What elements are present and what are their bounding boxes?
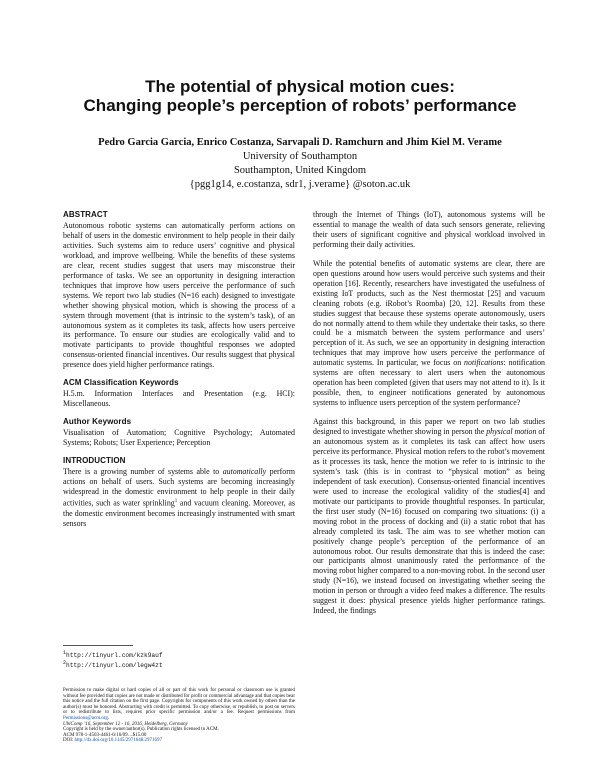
footnote-rule <box>63 645 133 646</box>
abstract-text: Autonomous robotic systems can automatically perform actions on behalf of users in the domestic environment to help people in their daily activities. Such systems aim to reduce users’ cognitive and physical workload, and improve wellbeing. While the benefits of these systems are clear, recent studies suggest that users may misconstrue their performance of tasks. We see an opportunity in designing interaction techniques that improve how users perceive the performance of such systems. We report two lab studies (N=16 each) designed to investigate whether showing physical motion, which is showing the process of a system through movement (that is intrinsic to the system’s task), of an autonomous system as it completes its task, affects how users perceive its performance. To ensure our studies are ecologically valid and to motivate participants to provide thoughtful responses we adopted consensus-oriented financial incentives. Our results suggest that physical presence does yield higher performance ratings. <box>63 221 295 370</box>
keywords-text: Visualisation of Automation; Cognitive Psychology; Automated Systems; Robots; User Experience; Perception <box>63 428 295 448</box>
introduction-heading: INTRODUCTION <box>63 456 126 466</box>
footnote-2[interactable]: $^2$http://tinyurl.com/legw4zt <box>63 660 163 670</box>
doi-link[interactable]: http://dx.doi.org/10.1145/2971648.2971697 <box>74 738 163 744</box>
author-list: Pedro Garcia Garcia, Enrico Costanza, Sarvapali D. Ramchurn and Jhim Kiel M. Verame <box>98 137 502 148</box>
right-paragraph-3: Against this background, in this paper we report on two lab studies designed to investigate whether showing in person the physical motion of an autonomous system as it completes its task can affect how users perceive its performance. Physical motion refers to the robot’s movement as it processes its task, hence the motion we refer to is intrinsic to the system’s task (this is in contrast to “physical motion” as being independent of task execution). Consensus-oriented financial incentives were used to increase the ecological validity of the studies[4] and motivate our participants to provide thoughtful responses. In particular, the first user study (N=16) focused on comparing two situations: (i) a moving robot in the process of docking and (ii) a static robot that has already completed its task. The aim was to see whether motion can positively change people’s perception of the performance of an autonomous robot. Our results demonstrate that this is indeed the case: our participants almost unanimously rated the performance of the moving robot higher compared to a non-moving robot. In the second user study (N=16), we instead focused on investigating whether seeing the motion in person or through a video feed makes a difference. The results suggest it does: physical presence yields higher performance ratings. Indeed, the findings <box>313 417 545 616</box>
affiliation: University of Southampton <box>242 151 358 162</box>
isbn-line: ACM 978-1-4503-4461-6/16/09…$15.00 <box>63 732 147 738</box>
acm-heading: ACM Classification Keywords <box>63 378 179 388</box>
right-paragraph-1: through the Internet of Things (IoT), autonomous systems will be essential to manage the wealth of data such sensors generate, relieving their users of significant cognitive and physical workload involved in performing their daily activities. <box>313 210 545 249</box>
author-emails: {pgg1g14, e.costanza, sdr1, j.verame} @soton.ac.uk <box>189 179 411 190</box>
abstract-heading: ABSTRACT <box>63 210 108 219</box>
left-column <box>63 210 295 528</box>
right-paragraph-2: While the potential benefits of automatic systems are clear, there are open questions around how users would perceive such systems and their operation [16]. Recently, researchers have investigated the usefulness of existing IoT products, such as the Nest thermostat [25] and vacuum cleaning robots (e.g. iRobot’s Roomba) [20, 12]. Results from these studies suggest that because these systems operate autonomously, users do not normally attend to them while they undertake their tasks, so there could be a mismatch between the system performance and users’ perception of it. As such, we see an opportunity in designing interaction techniques that may improve how users perceive the performance of automatic systems. In particular, we focus on notifications: notification systems are often necessary to alert users when the autonomous operation has been completed (given that users may not attend to it). Is it possible, then, to engineer notifications generated by autonomous systems to influence users perception of the system performance? <box>313 258 545 408</box>
paper-title-line-2: Changing people’s perception of robots’ performance <box>83 96 517 115</box>
permissions-email-link[interactable]: Permissions@acm.org <box>63 715 108 721</box>
introduction-paragraph: There is a growing number of systems able to automatically perform actions on behalf of users. Such systems are becoming increasingly widespread in the domestic environment to help people in their daily activities, such as water sprinkling$^1$ and vacuum cleaning. Moreover, as the domestic environment becomes increasingly instrumented with smart sensors <box>63 467 295 528</box>
copyright-line: Copyright is held by the owner/author(s). Publication rights licensed to ACM. <box>63 727 219 733</box>
location: Southampton, United Kingdom <box>233 165 367 176</box>
acm-text: H.5.m. Information Interfaces and Presentation (e.g. HCI): Miscellaneous. <box>63 389 295 409</box>
doi-line: DOI: http://dx.doi.org/10.1145/2971648.2971697 <box>63 738 163 744</box>
permission-text: Permission to make digital or hard copies of all or part of this work for personal or classroom use is granted without fee provided that copies are not made or distributed for profit or commercial advantage and that copies bear this notice and the full citation on the first page. Copyrights for components of this work owned by others than the author(s) must be honored. Abstracting with credit is permitted. To copy otherwise, or republish, to post on servers or to redistribute to lists, requires prior specific permission and/or a fee. Request permissions from Permissions@acm.org. <box>63 688 295 721</box>
permission-block <box>63 688 295 744</box>
paper-title-line-1: The potential of physical motion cues: <box>145 77 455 96</box>
right-column <box>313 210 545 616</box>
conference-info: UbiComp ’16, September 12 - 16, 2016, Heidelberg, Germany <box>63 721 188 727</box>
keywords-heading: Author Keywords <box>63 417 132 427</box>
footnote-1[interactable]: $^1$http://tinyurl.com/kzk9auf <box>63 650 163 660</box>
